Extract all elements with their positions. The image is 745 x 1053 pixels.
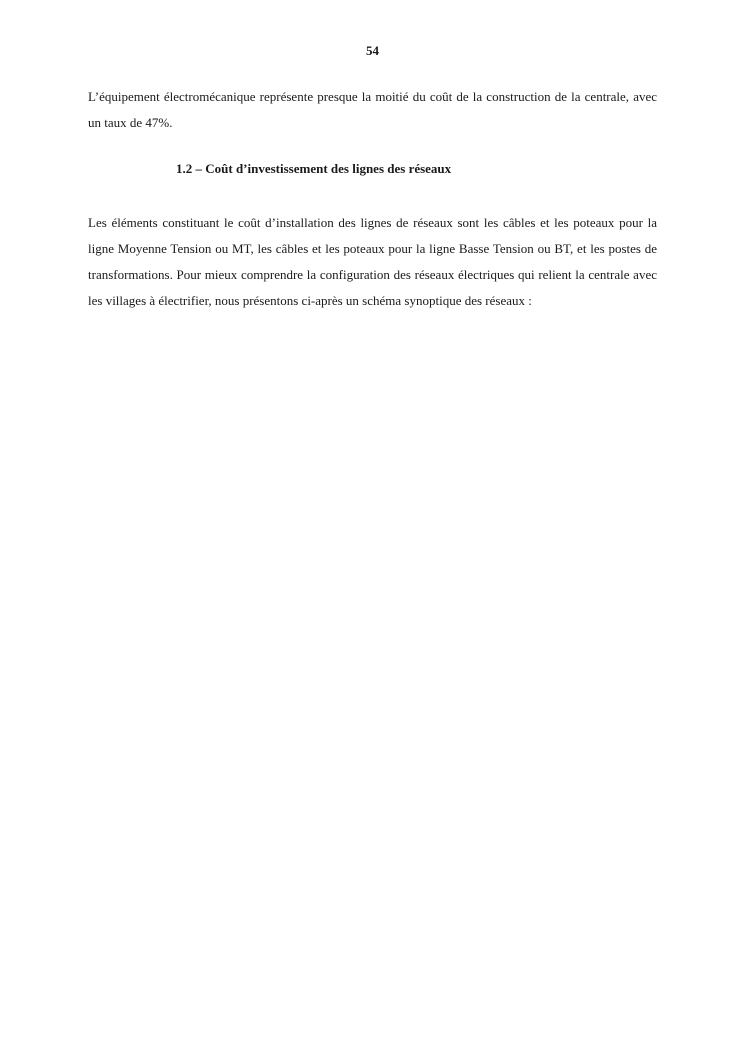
- page-number: 54: [366, 43, 379, 58]
- section-heading: 1.2 – Coût d’investissement des lignes des réseaux: [176, 161, 452, 176]
- body-paragraph: Les éléments constituant le coût d’installation des lignes de réseaux sont les câbles et les poteaux pour la ligne Moyenne Tension ou MT, les câbles et les poteaux pour la ligne Basse Tension ou BT, et les postes de transformations. Pour mieux comprendre la configuration des réseaux électriques qui relient la centrale avec les villages à électrifier, nous présentons ci-après un schéma synoptique des réseaux :: [88, 215, 657, 308]
- intro-paragraph: L’équipement électromécanique représente presque la moitié du coût de la construction de la centrale, avec un taux de 47%.: [88, 89, 657, 130]
